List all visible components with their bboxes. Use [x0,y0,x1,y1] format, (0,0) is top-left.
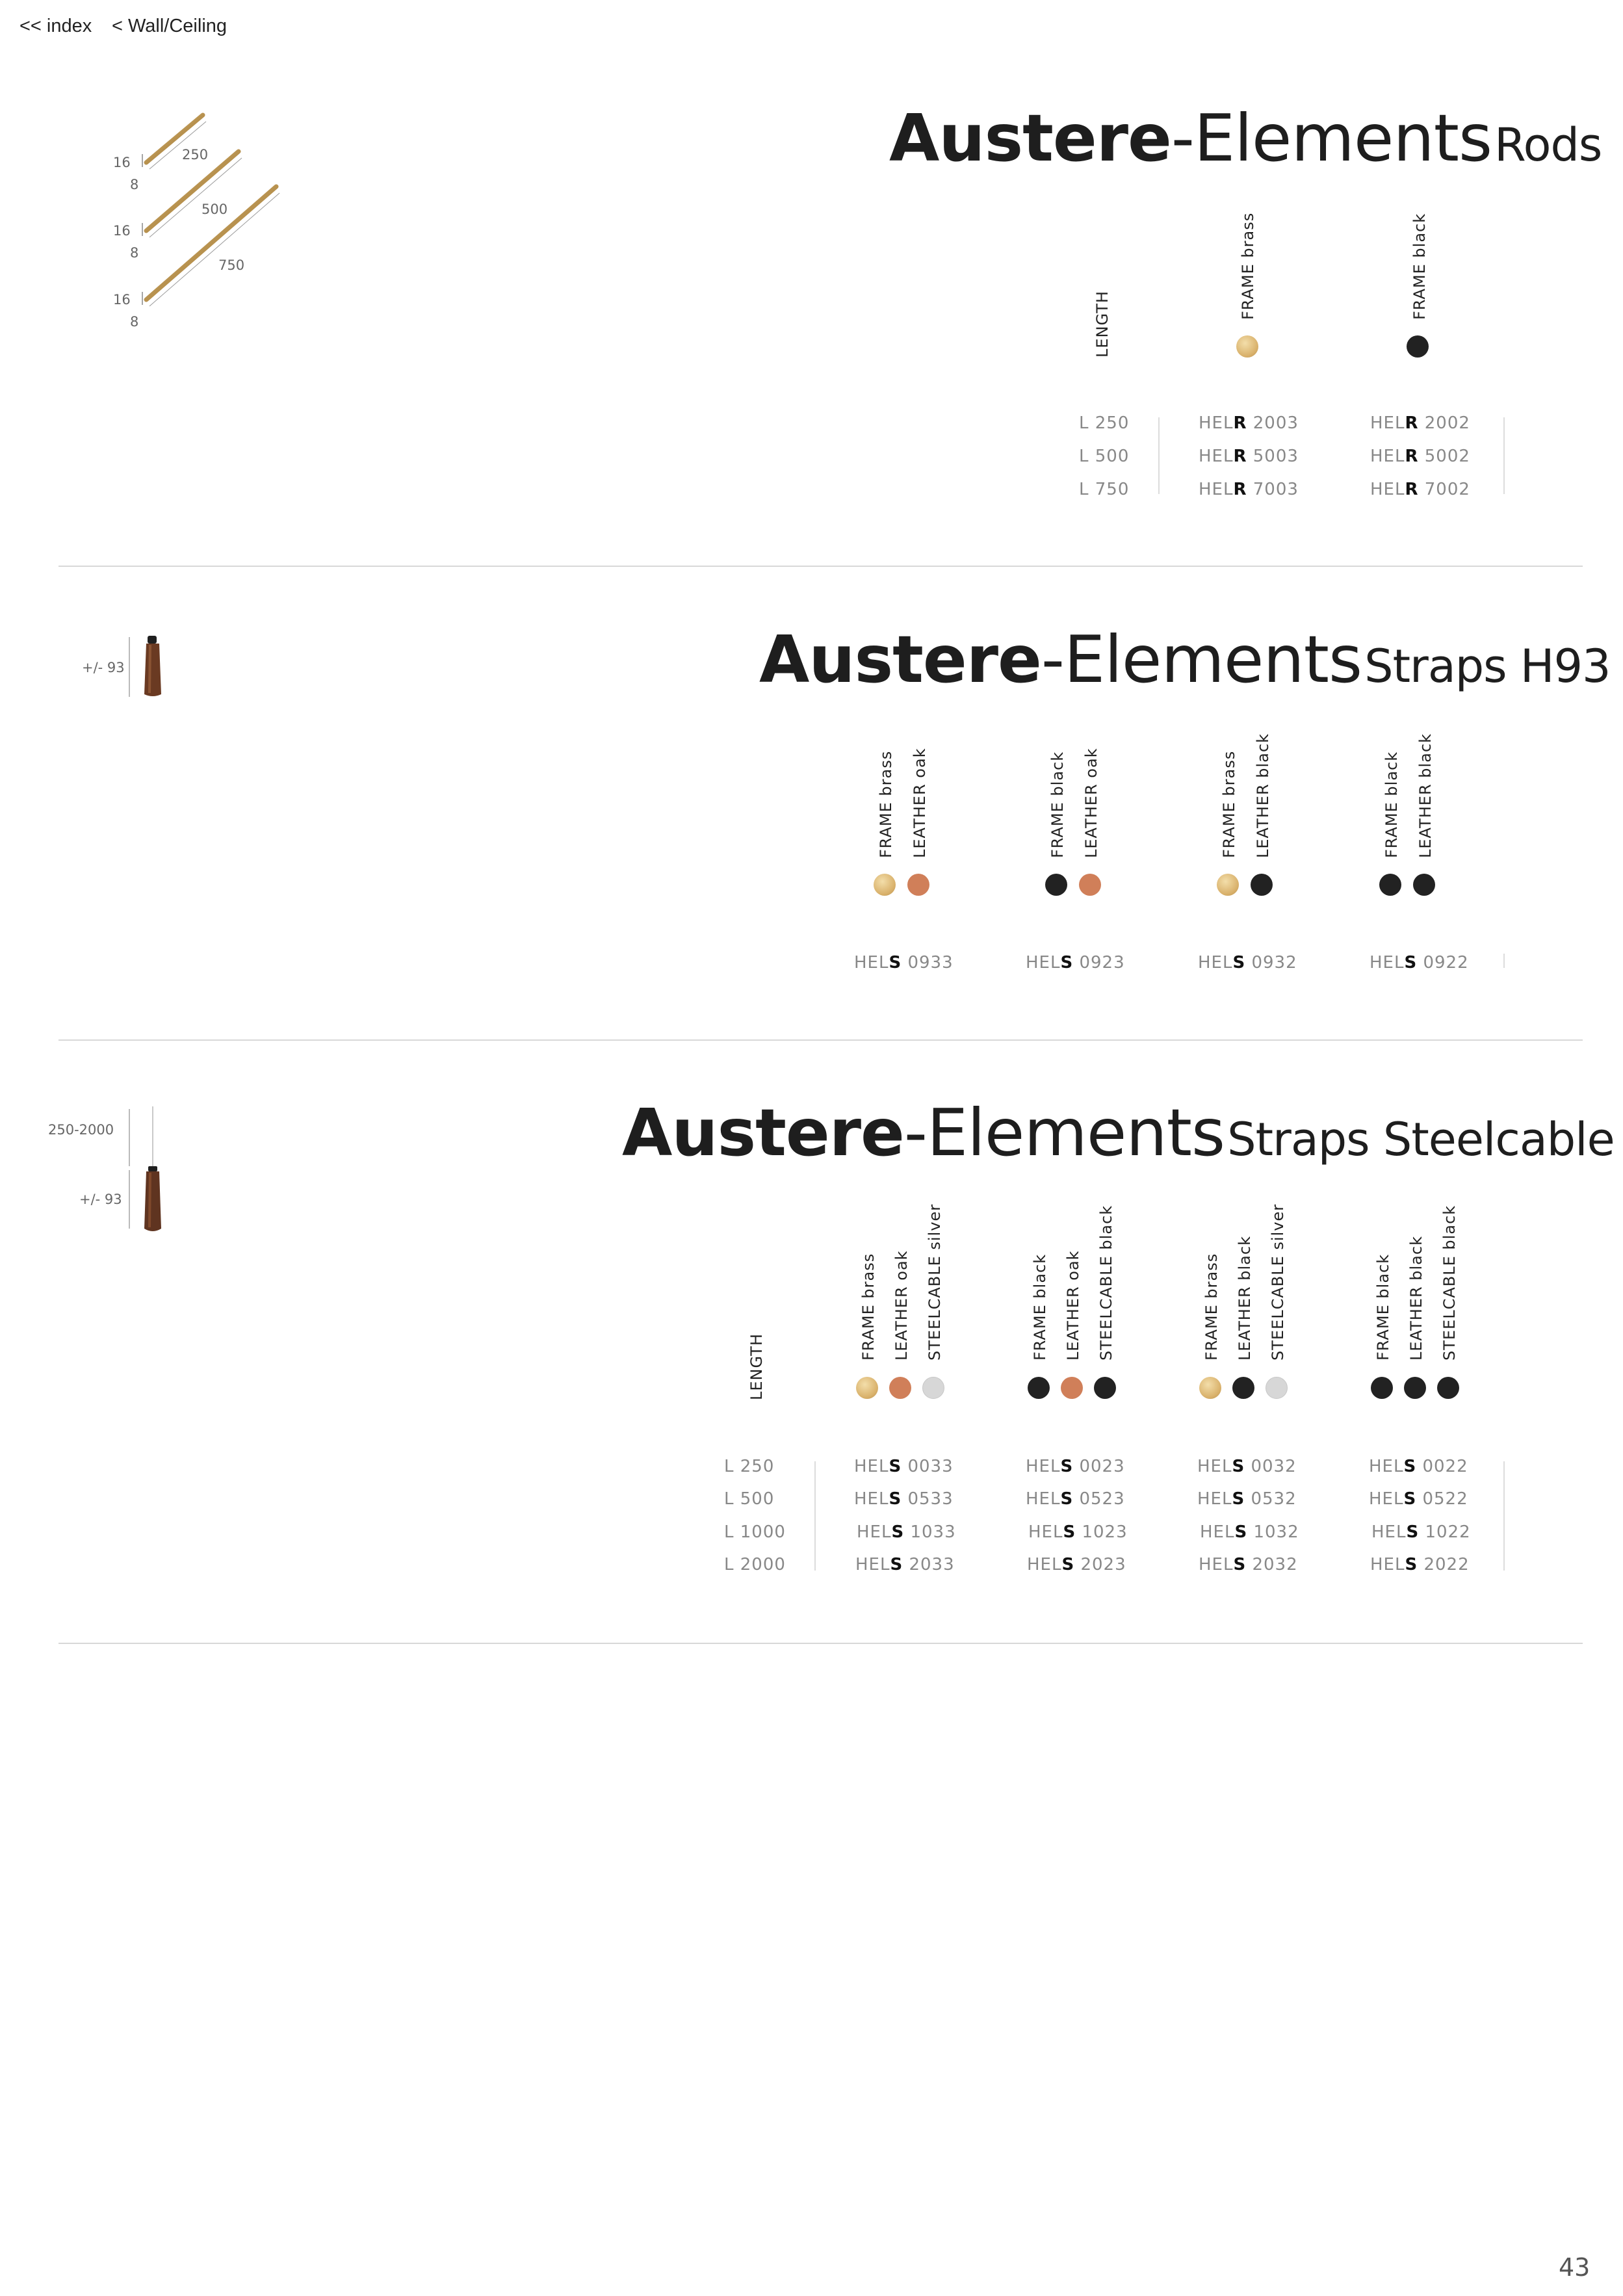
black-swatch [1404,1377,1426,1399]
brass-swatch [1217,874,1239,896]
rod-width-dim-3: 8 [130,314,139,330]
sc-divider-1 [814,1461,816,1571]
sc-divider-2 [1503,1461,1505,1571]
section-divider [58,566,1583,567]
section-divider [58,1039,1583,1041]
sc-col3-leather: LEATHER black [1236,1236,1254,1361]
black-swatch [1407,335,1429,358]
rods-col-frame-black: FRAME black [1410,213,1429,320]
rod-height-dim-3: 16 [113,292,131,307]
steelcable-strap-image [142,1106,164,1234]
sc-col3-cable: STEELCABLE silver [1269,1203,1287,1361]
sc-code: HELS 0523 [1026,1489,1125,1509]
rods-code: HELR 5002 [1370,447,1470,466]
h93-col3-frame: FRAME brass [1220,750,1238,858]
sc-col1-frame: FRAME brass [859,1253,877,1361]
black-swatch [1251,874,1273,896]
sc-length-500: L 500 [724,1489,775,1509]
oak-swatch [889,1377,911,1399]
black-swatch [1371,1377,1393,1399]
black-swatch [1379,874,1401,896]
strap-product-image [142,636,164,698]
rod-height-dim-1: 16 [113,155,131,170]
cable-dim-line [129,1109,130,1166]
sc-code: HELS 0533 [854,1489,954,1509]
rods-code: HELR 7003 [1199,480,1299,499]
sc-col3-frame: FRAME brass [1202,1253,1221,1361]
sc-length-1000: L 1000 [724,1522,786,1542]
rods-drawing-svg [114,107,296,332]
black-swatch [1045,874,1067,896]
brass-swatch [1199,1377,1221,1399]
rod-length-dim-250: 250 [182,147,209,163]
oak-swatch [1079,874,1101,896]
sc-code: HELS 1023 [1028,1522,1128,1542]
sc-code: HELS 2022 [1370,1555,1470,1574]
h93-col4-leather: LEATHER black [1416,733,1435,858]
rods-divider-2 [1503,417,1505,494]
sc-code: HELS 0022 [1369,1457,1468,1476]
h93-divider [1503,954,1505,968]
silver-swatch [1266,1377,1288,1399]
index-link[interactable]: << index [19,16,92,36]
rods-length-250: L 250 [1079,413,1130,433]
rod-length-dim-500: 500 [201,202,228,217]
strap-dim-line [129,1170,130,1229]
sc-code: HELS 0522 [1369,1489,1468,1509]
rod-width-dim-1: 8 [130,177,139,192]
rods-length-500: L 500 [1079,447,1130,466]
rods-code: HELR 5003 [1199,447,1299,466]
steelcable-drawing-svg [142,1106,164,1234]
strap-height-dim: +/- 93 [82,660,125,675]
rods-col-frame-brass: FRAME brass [1239,212,1257,320]
sc-col1-leather: LEATHER oak [892,1250,911,1361]
silver-swatch [922,1377,944,1399]
oak-swatch [1061,1377,1083,1399]
sc-code: HELS 2033 [855,1555,955,1574]
wall-ceiling-link[interactable]: < Wall/Ceiling [112,16,227,36]
sc-code: HELS 1032 [1200,1522,1299,1542]
strap-dim-line [129,637,130,697]
black-swatch [1232,1377,1254,1399]
sc-col2-frame: FRAME black [1031,1253,1049,1361]
rod-length-dim-750: 750 [218,257,245,273]
sc-code: HELS 0532 [1197,1489,1297,1509]
strap-drawing-svg [142,636,164,698]
straps-h93-title: Austere-Elements Straps H93 [759,621,1611,698]
rods-length-750: L 750 [1079,480,1130,499]
sc-col4-frame: FRAME black [1374,1253,1392,1361]
rods-length-header: LENGTH [1093,291,1111,358]
sc-code: HELS 0032 [1197,1457,1297,1476]
h93-code: HELS 0922 [1370,953,1469,972]
rods-code: HELR 2002 [1370,413,1470,433]
sc-length-2000: L 2000 [724,1555,786,1574]
black-swatch [1028,1377,1050,1399]
h93-col3-leather: LEATHER black [1254,733,1272,858]
sc-col4-leather: LEATHER black [1407,1236,1425,1361]
brass-swatch [874,874,896,896]
h93-code: HELS 0933 [854,953,954,972]
sc-code: HELS 1033 [857,1522,956,1542]
sc-col4-cable: STEELCABLE black [1440,1205,1459,1361]
sc-code: HELS 0023 [1026,1457,1125,1476]
brass-swatch [1236,335,1258,358]
sc-code: HELS 0033 [854,1457,954,1476]
strap-height-dim: +/- 93 [79,1192,122,1207]
rod-width-dim-2: 8 [130,245,139,261]
page-number: 43 [1559,2253,1591,2282]
sc-code: HELS 1022 [1371,1522,1471,1542]
rods-dimension-drawing [114,107,296,332]
straps-steelcable-title: Austere-Elements Straps Steelcable [622,1095,1615,1171]
oak-swatch [907,874,929,896]
rods-divider-1 [1158,417,1160,494]
h93-col2-leather: LEATHER oak [1082,748,1100,858]
sc-code: HELS 2032 [1199,1555,1298,1574]
rods-title: Austere-Elements Rods [889,100,1602,176]
h93-col4-frame: FRAME black [1383,751,1401,858]
h93-code: HELS 0932 [1198,953,1297,972]
h93-code: HELS 0923 [1026,953,1125,972]
h93-col2-frame: FRAME black [1048,751,1067,858]
rods-code: HELR 2003 [1199,413,1299,433]
sc-length-250: L 250 [724,1457,775,1476]
black-swatch [1437,1377,1459,1399]
brass-swatch [856,1377,878,1399]
h93-col1-leather: LEATHER oak [911,748,929,858]
rod-height-dim-2: 16 [113,223,131,239]
sc-col1-cable: STEELCABLE silver [926,1203,944,1361]
rods-code: HELR 7002 [1370,480,1470,499]
sc-col2-cable: STEELCABLE black [1097,1205,1115,1361]
sc-code: HELS 2023 [1027,1555,1126,1574]
black-swatch [1413,874,1435,896]
steelcable-length-header: LENGTH [747,1333,766,1400]
section-divider [58,1643,1583,1644]
h93-col1-frame: FRAME brass [877,750,895,858]
black-swatch [1094,1377,1116,1399]
rod-500 [146,151,239,231]
cable-length-dim: 250-2000 [48,1122,114,1138]
sc-col2-leather: LEATHER oak [1064,1250,1082,1361]
